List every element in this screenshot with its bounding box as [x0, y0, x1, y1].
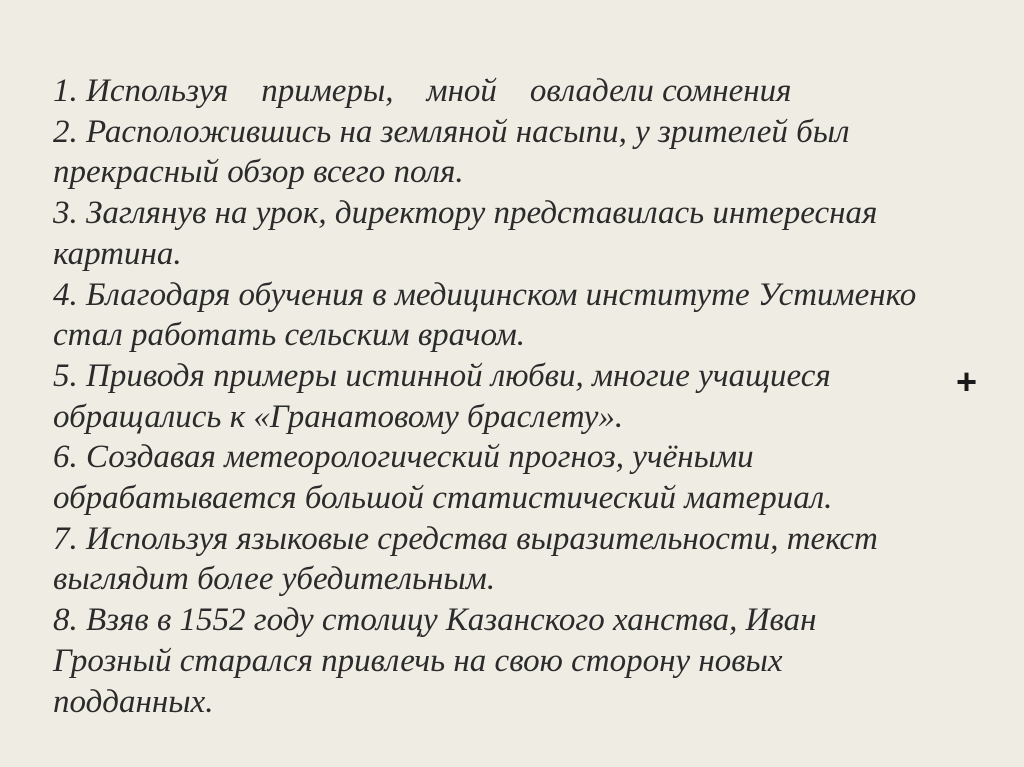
- plus-marker: +: [956, 361, 978, 402]
- sentence-4-line-1: 4. Благодаря обучения в медицинском институте Устименко: [53, 276, 917, 313]
- sentence-8-line-1: 8. Взяв в 1552 году столицу Казанского ханства, Иван: [53, 602, 817, 639]
- sentence-1-line: 1. Используя примеры, мной овладели сомнения: [53, 73, 792, 109]
- sentence-list: [53, 71, 973, 722]
- sentence-5-line-2: обращались к «Гранатовому браслету».: [53, 398, 624, 435]
- sentence-8-line-3: подданных.: [53, 683, 214, 720]
- sentence-6-line-2: обрабатывается большой статистический материал.: [53, 480, 833, 517]
- sentence-4-line-2: стал работать сельским врачом.: [53, 317, 526, 354]
- sentence-5-line-1: 5. Приводя примеры истинной любви, многие учащиеся: [53, 357, 831, 394]
- sentence-7-line-2: выглядит более убедительным.: [53, 561, 496, 598]
- sentence-2-line-1: 2. Расположившись на земляной насыпи, у зрителей был: [53, 113, 850, 150]
- sentence-2-line-2: прекрасный обзор всего поля.: [53, 154, 464, 191]
- sentence-7-line-1: 7. Используя языковые средства выразительности, текст: [53, 520, 878, 557]
- sentence-6-line-1: 6. Создавая метеорологический прогноз, учёными: [53, 439, 754, 476]
- sentence-3-line-1: 3. Заглянув на урок, директору представилась интересная: [53, 195, 878, 232]
- sentence-3-line-2: картина.: [53, 235, 182, 272]
- sentence-8-line-2: Грозный старался привлечь на свою сторону новых: [53, 642, 783, 679]
